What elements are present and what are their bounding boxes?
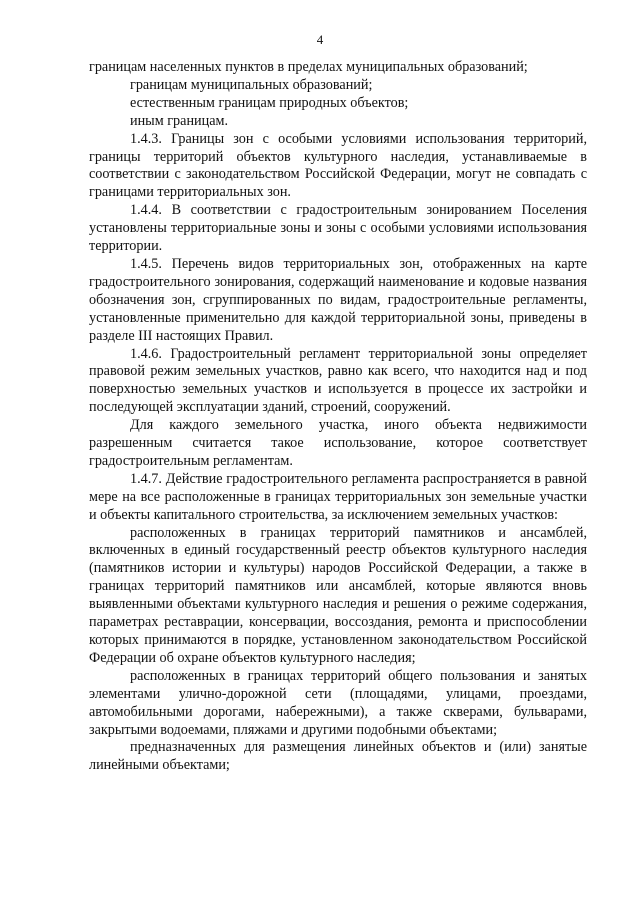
paragraph: границам населенных пунктов в пределах муниципальных образований; — [89, 59, 528, 75]
page-number: 4 — [316, 32, 324, 47]
paragraph: предназначенных для размещения линейных объектов и (или) занятые линейными объектами; — [89, 739, 587, 774]
paragraph: границам муниципальных образований; — [130, 76, 373, 93]
document-body — [89, 59, 587, 775]
paragraph: 1.4.7. Действие градостроительного регламента распространяется в равной мере на все расположенные в границах территориальных зон земельные участки и объекты капитального строительства, за исключением земельных участков: — [89, 470, 587, 523]
paragraph: Для каждого земельного участка, иного объекта недвижимости разрешенным считается такое использование, которое соответствует градостроительным регламентам. — [89, 417, 587, 469]
paragraph: иным границам. — [130, 112, 229, 129]
paragraph: 1.4.3. Границы зон с особыми условиями использования территорий, границы территорий объектов культурного наследия, устанавливаемые в соответствии с законодательством Российской Федерации, могут не совпадать с границами территориальных зон. — [89, 130, 587, 201]
paragraph: 1.4.6. Градостроительный регламент территориальной зоны определяет правовой режим земельных участков, равно как всего, что находится над и под поверхностью земельных участков и используется в процессе их застройки и последующей эксплуатации зданий, строений, сооружений. — [89, 345, 587, 416]
paragraph: естественным границам природных объектов; — [130, 94, 409, 111]
paragraph: 1.4.5. Перечень видов территориальных зон, отображенных на карте градостроительного зонирования, содержащий наименование и кодовые названия обозначения зон, сгруппированных по видам, градостроительные регламенты, установленные применительно для каждой территориальной зоны, приведены в разделе III настоящих Правил. — [89, 255, 587, 344]
paragraph: расположенных в границах территорий памятников и ансамблей, включенных в единый государственный реестр объектов культурного наследия (памятников истории и культуры) народов Российской Федерации, а также в границах территорий памятников или ансамблей, которые являются вновь выявленными объектами культурного наследия и решения о режиме содержания, параметрах реставрации, консервации, воссоздания, ремонта и приспособлении которых принимаются в порядке, установленном законодательством Российской Федерации об охране объектов культурного наследия; — [89, 524, 587, 666]
paragraph: расположенных в границах территорий общего пользования и занятых элементами улично-дорожной сети (площадями, улицами, проездами, автомобильными дорогами, набережными), а также скверами, бульварами, закрытыми водоемами, пляжами и другими подобными объектами; — [89, 667, 587, 738]
paragraph: 1.4.4. В соответствии с градостроительным зонированием Поселения установлены территориальные зоны и зоны с особыми условиями использования территории. — [89, 202, 587, 255]
